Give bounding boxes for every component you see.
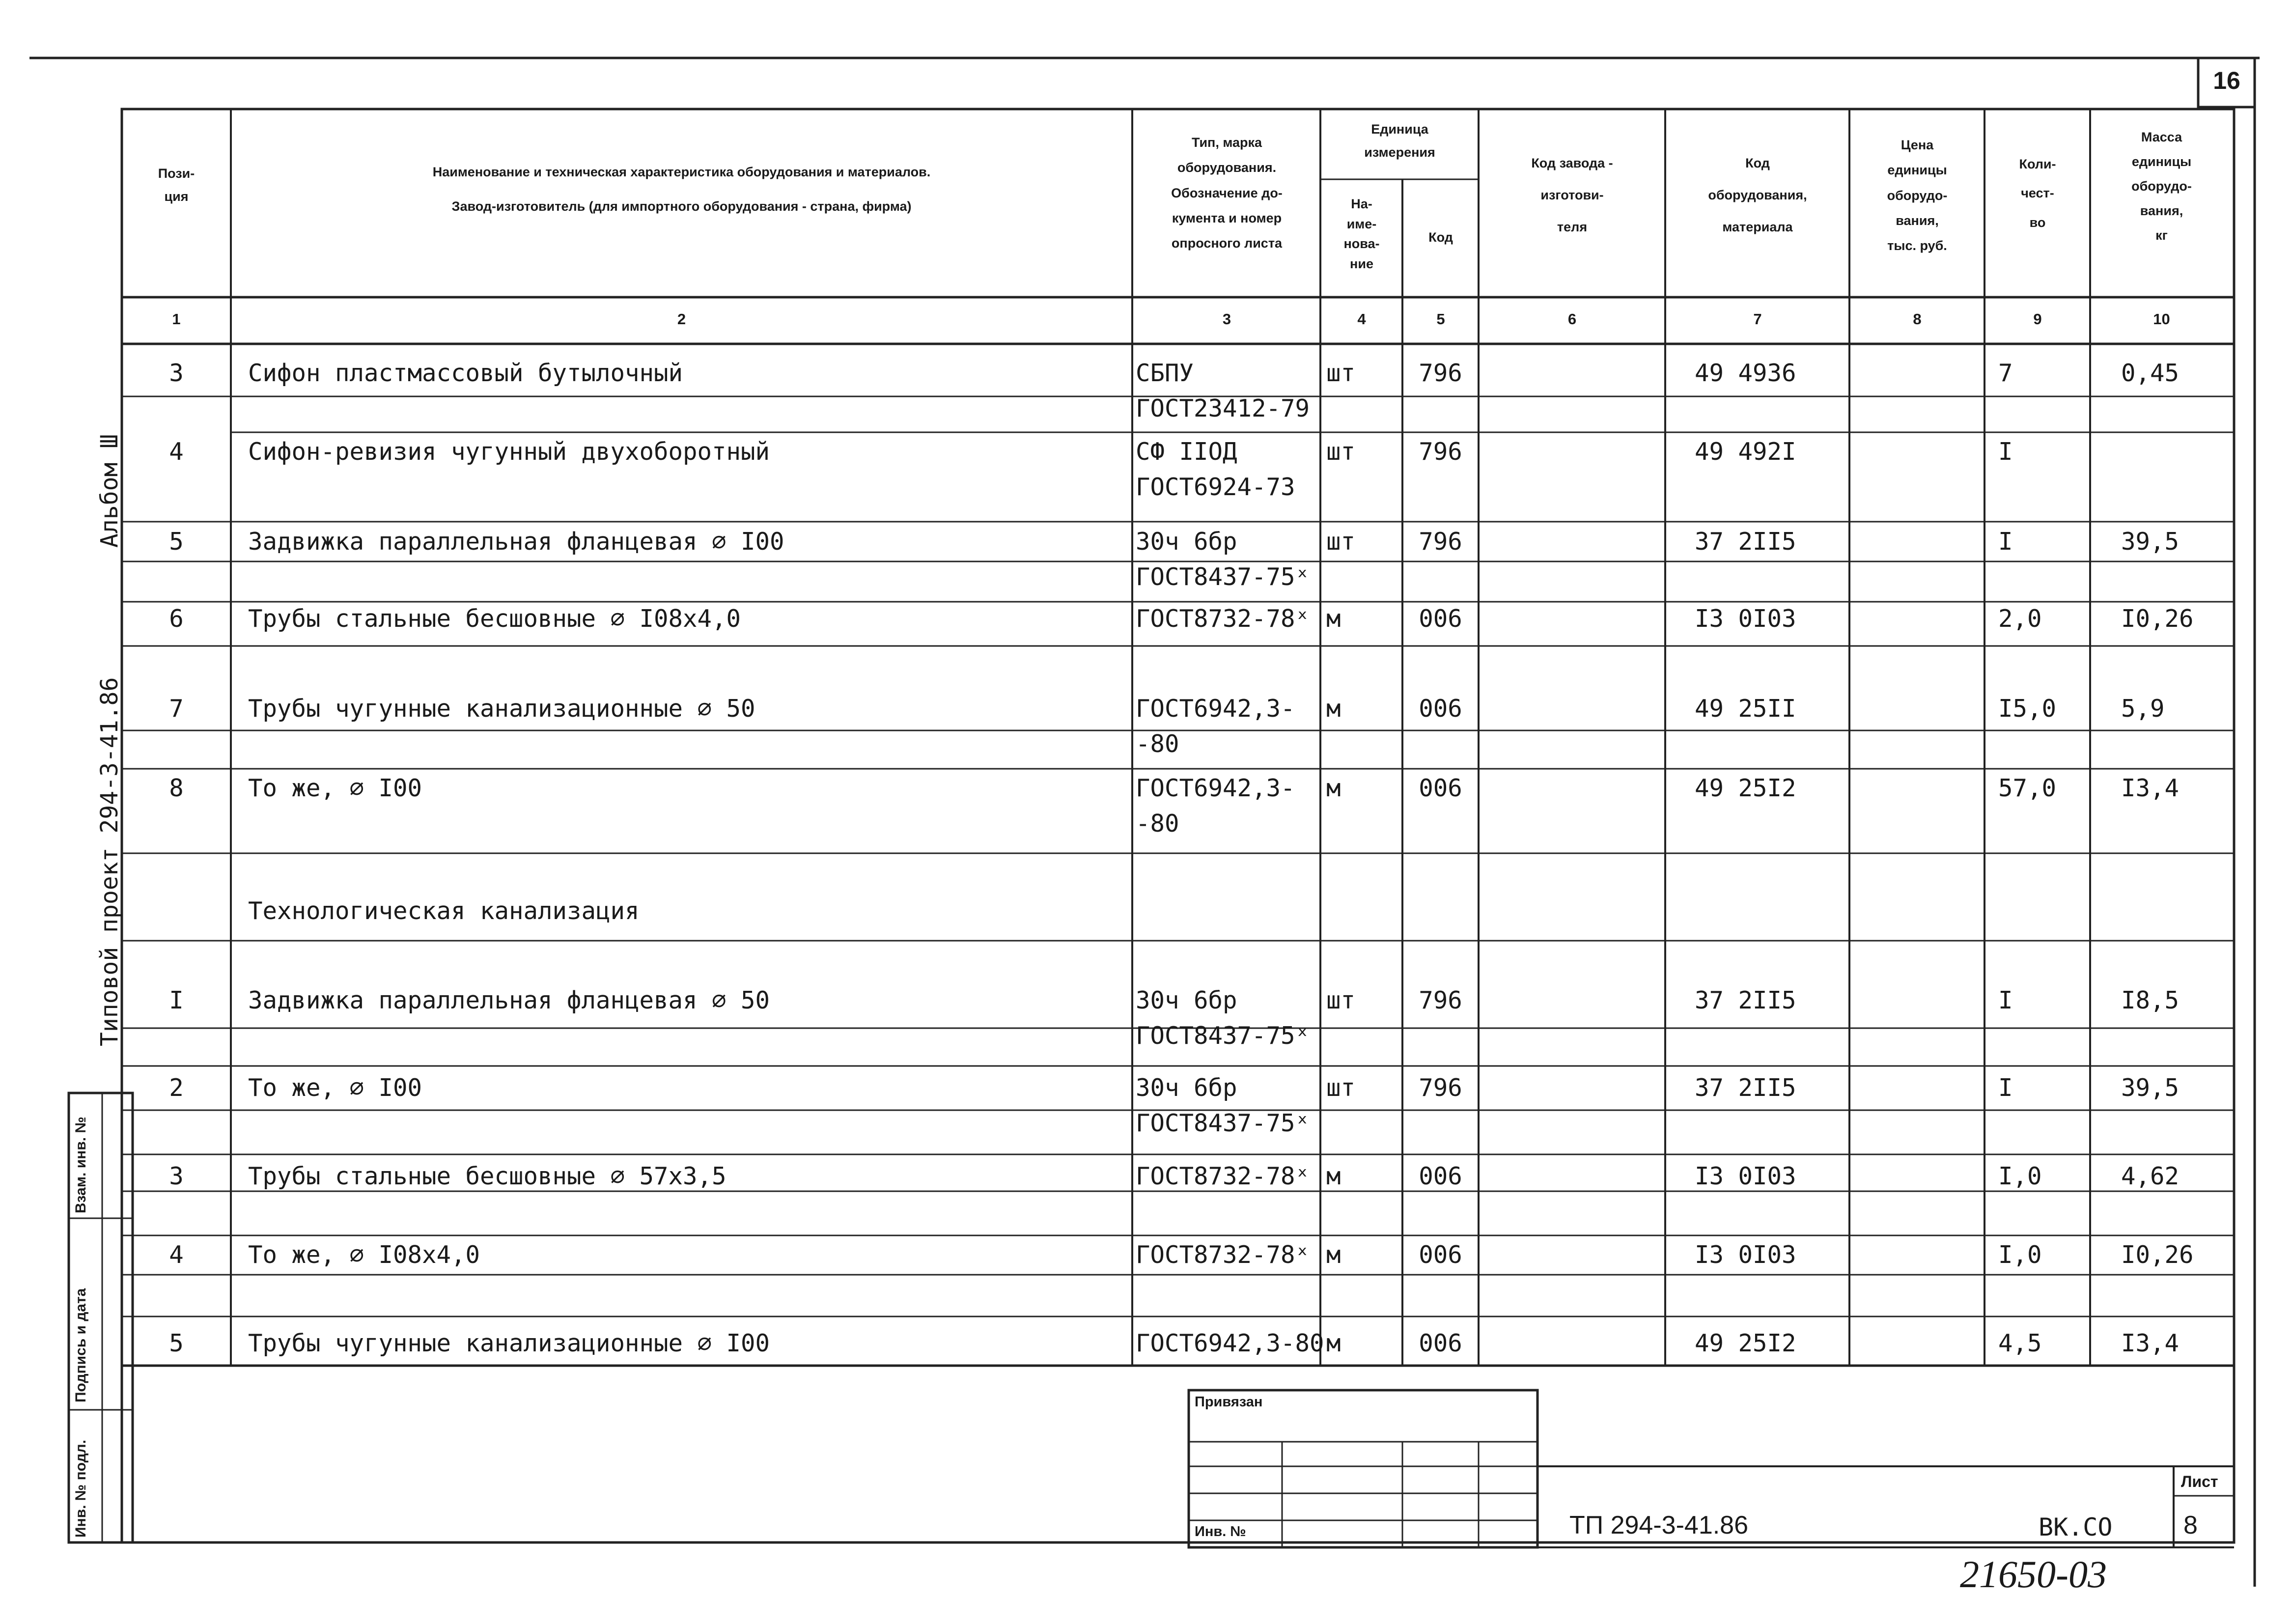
sheet-number: 8	[2183, 1511, 2198, 1540]
cell-unit: шт	[1326, 1074, 1356, 1102]
side-label-project: Типовой проект 294-3-41.86	[96, 677, 123, 1046]
cell-pos: I	[169, 986, 184, 1014]
cell-code: 006	[1419, 605, 1462, 633]
cell-code: 006	[1419, 774, 1462, 802]
cell-mass: 4,62	[2121, 1162, 2180, 1190]
cell-code: 796	[1419, 438, 1462, 466]
col-num-2: 2	[677, 310, 686, 328]
cell-mass: 0,45	[2121, 359, 2180, 387]
cell-unit: шт	[1326, 528, 1356, 556]
cell-pos: 8	[169, 774, 184, 802]
col-num-6: 6	[1567, 310, 1577, 328]
cell-eq_code: 37 2II5	[1695, 528, 1796, 556]
col-num-10: 10	[2153, 310, 2170, 328]
cell-mass: 39,5	[2121, 1074, 2180, 1102]
inv-label: Инв. №	[1195, 1524, 1246, 1540]
cell-pos: 2	[169, 1074, 184, 1102]
col-num-1: 1	[172, 310, 181, 328]
cell-type: ГОСТ6942,3-80	[1136, 1329, 1324, 1357]
cell-type-line2: ГОСТ6924-73	[1136, 473, 1295, 501]
header-position: Пози- ция	[158, 166, 195, 204]
cell-mass: I3,4	[2121, 774, 2180, 802]
cell-code: 796	[1419, 359, 1462, 387]
cell-name: Трубы стальные бесшовные ∅ 57х3,5	[248, 1162, 727, 1190]
cell-type-line2: ГОСТ23412-79	[1136, 394, 1310, 422]
cell-name: Технологическая канализация	[248, 897, 640, 925]
col-num-9: 9	[2033, 310, 2042, 328]
header-price: Цена единицы оборудо- вания, тыс. руб.	[1887, 138, 1948, 253]
cell-qty: I	[1998, 1074, 2013, 1102]
cell-eq_code: 37 2II5	[1695, 1074, 1796, 1102]
cell-pos: 5	[169, 1329, 184, 1357]
cell-eq_code: I3 0I03	[1695, 1162, 1796, 1190]
header-quantity: Коли- чест- во	[2019, 157, 2056, 230]
col-num-3: 3	[1222, 310, 1231, 328]
sheet-label: Лист	[2181, 1473, 2218, 1490]
cell-type: СФ IIОД	[1136, 438, 1237, 466]
cell-type: ГОСТ6942,3-	[1136, 695, 1295, 723]
cell-unit: шт	[1326, 986, 1356, 1014]
cell-code: 006	[1419, 695, 1462, 723]
cell-pos: 4	[169, 438, 184, 466]
document-section: ВК.СО	[2039, 1513, 2113, 1541]
cell-code: 006	[1419, 1241, 1462, 1269]
cell-mass: I0,26	[2121, 605, 2194, 633]
col-num-4: 4	[1357, 310, 1366, 328]
cell-unit: м	[1326, 1241, 1341, 1269]
cell-mass: I0,26	[2121, 1241, 2194, 1269]
cell-type-line2: -80	[1136, 810, 1179, 838]
cell-name: Задвижка параллельная фланцевая ∅ 50	[248, 986, 770, 1014]
cell-mass: 39,5	[2121, 528, 2180, 556]
header-equipment-code: Код оборудования, материала	[1708, 156, 1807, 234]
cell-type: ГОСТ6942,3-	[1136, 774, 1295, 802]
cell-mass: I8,5	[2121, 986, 2180, 1014]
cell-name: То же, ∅ I08х4,0	[248, 1241, 480, 1269]
cell-pos: 5	[169, 528, 184, 556]
cell-code: 006	[1419, 1162, 1462, 1190]
side-label-album: Альбом Ш	[96, 434, 123, 548]
cell-type-line2: ГОСТ8437-75ˣ	[1136, 1022, 1310, 1050]
cell-unit: м	[1326, 695, 1341, 723]
cell-name: Сифон пластмассовый бутылочный	[248, 359, 683, 387]
cell-unit: м	[1326, 774, 1341, 802]
cell-type: 30ч 6бр	[1136, 528, 1237, 556]
document-designation: ТП 294-3-41.86	[1569, 1511, 1749, 1540]
cell-code: 796	[1419, 528, 1462, 556]
cell-qty: I,0	[1998, 1162, 2042, 1190]
stamp-replace-inv: Взам. инв. №	[73, 1117, 89, 1213]
cell-unit: м	[1326, 1162, 1341, 1190]
cell-pos: 3	[169, 1162, 184, 1190]
cell-eq_code: I3 0I03	[1695, 1241, 1796, 1269]
cell-name: Сифон-ревизия чугунный двухоборотный	[248, 438, 770, 466]
cell-unit: м	[1326, 605, 1341, 633]
linked-label: Привязан	[1195, 1394, 1263, 1410]
cell-type-line2: ГОСТ8437-75ˣ	[1136, 1109, 1310, 1137]
cell-name: Трубы чугунные канализационные ∅ I00	[248, 1329, 770, 1357]
cell-pos: 3	[169, 359, 184, 387]
cell-type: СБПУ	[1136, 359, 1194, 387]
cell-mass: I3,4	[2121, 1329, 2180, 1357]
cell-qty: I	[1998, 986, 2013, 1014]
header-unit-code: Код	[1428, 230, 1453, 245]
cell-code: 796	[1419, 1074, 1462, 1102]
cell-unit: шт	[1326, 438, 1356, 466]
stamp-inv-original: Инв. № подл.	[73, 1439, 89, 1538]
cell-name: Трубы стальные бесшовные ∅ I08х4,0	[248, 605, 741, 633]
cell-eq_code: 49 25II	[1695, 695, 1796, 723]
cell-qty: 57,0	[1998, 774, 2057, 802]
cell-pos: 6	[169, 605, 184, 633]
cell-qty: I	[1998, 438, 2013, 466]
cell-type-line2: -80	[1136, 730, 1179, 758]
cell-qty: 4,5	[1998, 1329, 2042, 1357]
cell-type: ГОСТ8732-78ˣ	[1136, 1162, 1310, 1190]
cell-eq_code: 37 2II5	[1695, 986, 1796, 1014]
cell-name: Трубы чугунные канализационные ∅ 50	[248, 695, 755, 723]
handwritten-number: 21650-03	[1960, 1553, 2107, 1596]
cell-name: То же, ∅ I00	[248, 1074, 422, 1102]
cell-eq_code: 49 492I	[1695, 438, 1796, 466]
cell-qty: I	[1998, 528, 2013, 556]
corner-sheet-number: 16	[2213, 67, 2240, 94]
cell-pos: 7	[169, 695, 184, 723]
cell-type: ГОСТ8732-78ˣ	[1136, 605, 1310, 633]
cell-qty: I5,0	[1998, 695, 2057, 723]
cell-name: То же, ∅ I00	[248, 774, 422, 802]
cell-type-line2: ГОСТ8437-75ˣ	[1136, 563, 1310, 591]
cell-qty: 7	[1998, 359, 2013, 387]
cell-type: 30ч 6бр	[1136, 1074, 1237, 1102]
header-unit-group: Единица измерения	[1364, 122, 1435, 160]
header-name: Наименование и техническая характеристика оборудования и материалов. Завод-изготовитель (для импортного оборудования - страна, фирма)	[432, 165, 931, 214]
cell-pos: 4	[169, 1241, 184, 1269]
col-num-7: 7	[1753, 310, 1762, 328]
cell-unit: шт	[1326, 359, 1356, 387]
cell-code: 796	[1419, 986, 1462, 1014]
stamp-signature-date: Подпись и дата	[73, 1288, 89, 1402]
cell-type: 30ч 6бр	[1136, 986, 1237, 1014]
cell-mass: 5,9	[2121, 695, 2165, 723]
cell-qty: 2,0	[1998, 605, 2042, 633]
cell-eq_code: 49 25I2	[1695, 1329, 1796, 1357]
cell-code: 006	[1419, 1329, 1462, 1357]
cell-unit: м	[1326, 1329, 1341, 1357]
col-num-5: 5	[1436, 310, 1445, 328]
header-factory-code: Код завода - изготови- теля	[1531, 156, 1613, 234]
header-unit-name: На- име- нова- ние	[1343, 196, 1380, 271]
header-mass: Масса единицы оборудо- вания, кг	[2131, 130, 2192, 243]
cell-eq_code: 49 25I2	[1695, 774, 1796, 802]
cell-eq_code: I3 0I03	[1695, 605, 1796, 633]
cell-qty: I,0	[1998, 1241, 2042, 1269]
cell-type: ГОСТ8732-78ˣ	[1136, 1241, 1310, 1269]
cell-name: Задвижка параллельная фланцевая ∅ I00	[248, 528, 784, 556]
header-type: Тип, марка оборудования. Обозначение до- кумента и номер опросного листа	[1171, 135, 1283, 251]
col-num-8: 8	[1913, 310, 1922, 328]
cell-eq_code: 49 4936	[1695, 359, 1796, 387]
